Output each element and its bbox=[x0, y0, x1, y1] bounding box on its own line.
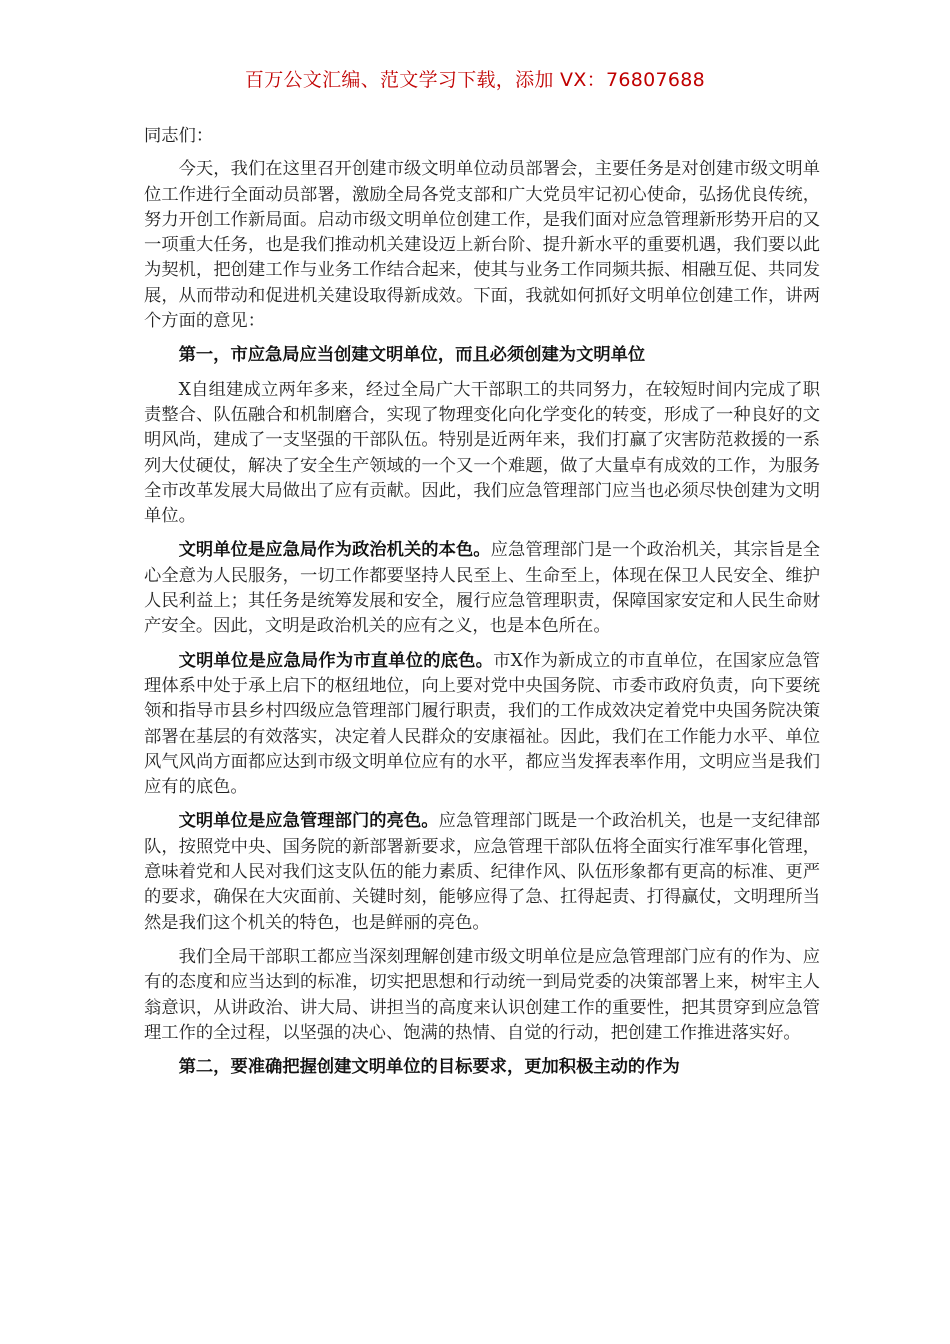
paragraph-4-lead: 文明单位是应急管理部门的亮色。 bbox=[178, 811, 439, 832]
intro-paragraph: 今天，我们在这里召开创建市级文明单位动员部署会，主要任务是对创建市级文明单位工作进行全面动员部署，激励全局各党支部和广大党员牢记初心使命，弘扬优良传统，努力开创工作新局面。启动市级文明单位创建工作，是我们面对应急管理新形势开启的又一项重大任务，也是我们推动机关建设迈上新台阶、提升新水平的重要机遇，我们要以此为契机，把创建工作与业务工作结合起来，使其与业务工作同频共振、相融互促、共同发展，从而带动和促进机关建设取得新成效。下面，我就如何抓好文明单位创建工作，讲两个方面的意见： bbox=[144, 159, 820, 332]
paragraph-5: 我们全局干部职工都应当深刻理解创建市级文明单位是应急管理部门应有的作为、应有的态度和应当达到的标准，切实把思想和行动统一到局党委的决策部署上来，树牢主人翁意识，从讲政治、讲大局、讲担当的高度来认识创建工作的重要性，把其贯穿到应急管理工作的全过程，以坚强的决心、饱满的热情、自觉的行动，把创建工作推进落实好。 bbox=[144, 946, 820, 1043]
paragraph-2-lead: 文明单位是应急局作为政治机关的本色。 bbox=[178, 540, 491, 561]
section-heading-2: 第二，要准确把握创建文明单位的目标要求，更加积极主动的作为 bbox=[178, 1057, 680, 1078]
paragraph-3-text: 市X作为新成立的市直单位，在国家应急管理体系中处于承上启下的枢纽地位，向上要对党中央国务院、市委市政府负责，向下要统领和指导市县乡村四级应急管理部门履行职责，我们的工作成效决定着党中央国务院决策部署在基层的有效落实，决定着人民群众的安康福祉。因此，我们在工作能力水平、单位风气风尚方面都应达到市级文明单位应有的水平，都应当发挥表率作用，文明应当是我们应有的底色。 bbox=[144, 650, 820, 798]
paragraph-3 bbox=[144, 649, 820, 801]
salutation: 同志们： bbox=[144, 126, 214, 146]
paragraph-2-text: 应急管理部门是一个政治机关，其宗旨是全心全意为人民服务，一切工作都要坚持人民至上、生命至上，体现在保卫人民安全、维护人民利益上；其任务是统筹发展和安全，履行应急管理职责，保障国家安定和人民生命财产安全。因此，文明是政治机关的应有之义，也是本色所在。 bbox=[144, 540, 820, 637]
paragraph-2 bbox=[144, 538, 820, 639]
paragraph-1: X自组建成立两年多来，经过全局广大干部职工的共同努力，在较短时间内完成了职责整合、队伍融合和机制磨合，实现了物理变化向化学变化的转变，形成了一种良好的文明风尚，建成了一支坚强的干部队伍。特别是近两年来，我们打赢了灾害防范救援的一系列大仗硬仗，解决了安全生产领域的一个又一个难题，做了大量卓有成效的工作，为服务全市改革发展大局做出了应有贡献。因此，我们应急管理部门应当也必须尽快创建为文明单位。 bbox=[144, 379, 820, 527]
paragraph-4 bbox=[144, 809, 820, 935]
document-body bbox=[144, 124, 820, 1089]
watermark-header: 百万公文汇编、范文学习下载，添加 VX：76807688 bbox=[244, 69, 706, 91]
paragraph-3-lead: 文明单位是应急局作为市直单位的底色。 bbox=[178, 650, 494, 671]
paragraph-4-text: 应急管理部门既是一个政治机关，也是一支纪律部队，按照党中央、国务院的新部署新要求，应急管理干部队伍将全面实行准军事化管理，意味着党和人民对我们这支队伍的能力素质、纪律作风、队伍形象都有更高的标准、更严的要求，确保在大灾面前、关键时刻，能够应得了急、扛得起责、打得赢仗，文明理所当然是我们这个机关的特色，也是鲜丽的亮色。 bbox=[144, 811, 820, 933]
section-heading-1: 第一，市应急局应当创建文明单位，而且必须创建为文明单位 bbox=[178, 345, 646, 366]
